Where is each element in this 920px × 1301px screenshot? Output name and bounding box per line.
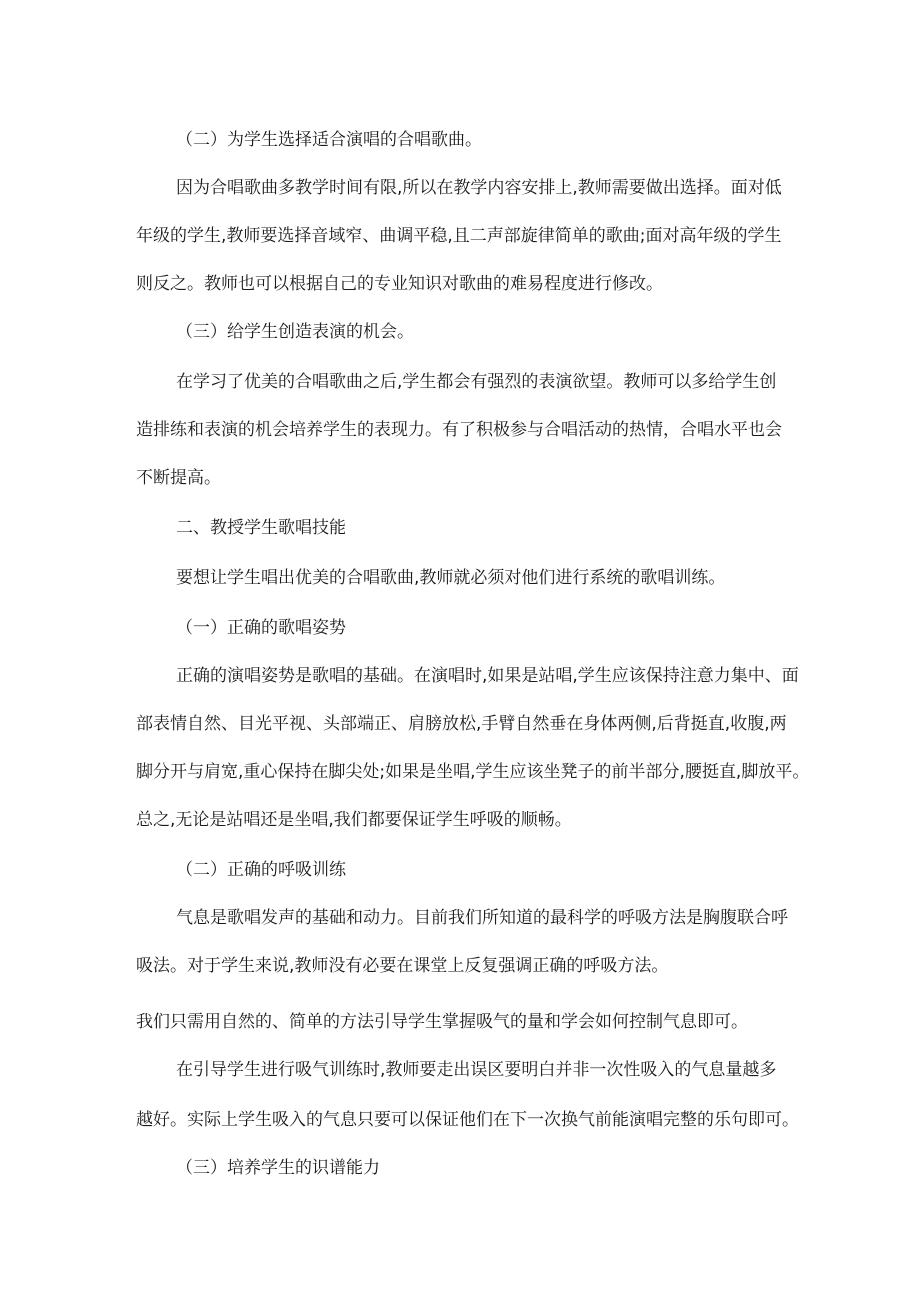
paragraph-line: 因为合唱歌曲多教学时间有限,所以在教学内容安排上,教师需要做出选择。面对低 xyxy=(176,178,782,198)
paragraph-line: 气息是歌唱发声的基础和动力。目前我们所知道的最科学的呼吸方法是胸腹联合呼 xyxy=(176,908,788,928)
paragraph-line: 造排练和表演的机会培养学生的表现力。有了积极参与合唱活动的热情，合唱水平也会 xyxy=(136,420,782,440)
paragraph-line: 在引导学生进行吸气训练时,教师要走出误区要明白并非一次性吸入的气息量越多 xyxy=(176,1060,777,1080)
paragraph-line: 我们只需用自然的、简单的方法引导学生掌握吸气的量和学会如何控制气息即可。 xyxy=(136,1012,748,1032)
paragraph-line: 总之,无论是站唱还是坐唱,我们都要保证学生呼吸的顺畅。 xyxy=(136,810,572,830)
paragraph-line: 部表情自然、目光平视、头部端正、肩膀放松,手臂自然垂在身体两侧,后背挺直,收腹,两 xyxy=(136,714,787,734)
heading-choose-songs: （二）为学生选择适合演唱的合唱歌曲。 xyxy=(176,130,482,150)
paragraph-line: 正确的演唱姿势是歌唱的基础。在演唱时,如果是站唱,学生应该保持注意力集中、面 xyxy=(176,666,799,686)
paragraph-line: 不断提高。 xyxy=(136,468,221,488)
section-heading-singing-skills: 二、教授学生歌唱技能 xyxy=(176,518,346,538)
paragraph-line: 脚分开与肩宽,重心保持在脚尖处;如果是坐唱,学生应该坐凳子的前半部分,腰挺直,脚放平。 xyxy=(136,762,810,782)
paragraph-line: 吸法。对于学生来说,教师没有必要在课堂上反复强调正确的呼吸方法。 xyxy=(136,956,669,976)
paragraph-line: 则反之。教师也可以根据自己的专业知识对歌曲的难易程度进行修改。 xyxy=(136,274,663,294)
paragraph-line: 要想让学生唱出优美的合唱歌曲,教师就必须对他们进行系统的歌唱训练。 xyxy=(176,568,726,588)
heading-singing-posture: （一）正确的歌唱姿势 xyxy=(176,618,346,638)
paragraph-line: 年级的学生,教师要选择音域窄、曲调平稳,且二声部旋律简单的歌曲;面对高年级的学生 xyxy=(136,226,782,246)
heading-sight-reading: （三）培养学生的识谱能力 xyxy=(176,1158,380,1178)
heading-performance-opportunity: （三）给学生创造表演的机会。 xyxy=(176,322,414,342)
heading-breathing-training: （二）正确的呼吸训练 xyxy=(176,860,346,880)
paragraph-line: 在学习了优美的合唱歌曲之后,学生都会有强烈的表演欲望。教师可以多给学生创 xyxy=(176,372,777,392)
paragraph-line: 越好。实际上学生吸入的气息只要可以保证他们在下一次换气前能演唱完整的乐句即可。 xyxy=(136,1110,799,1130)
